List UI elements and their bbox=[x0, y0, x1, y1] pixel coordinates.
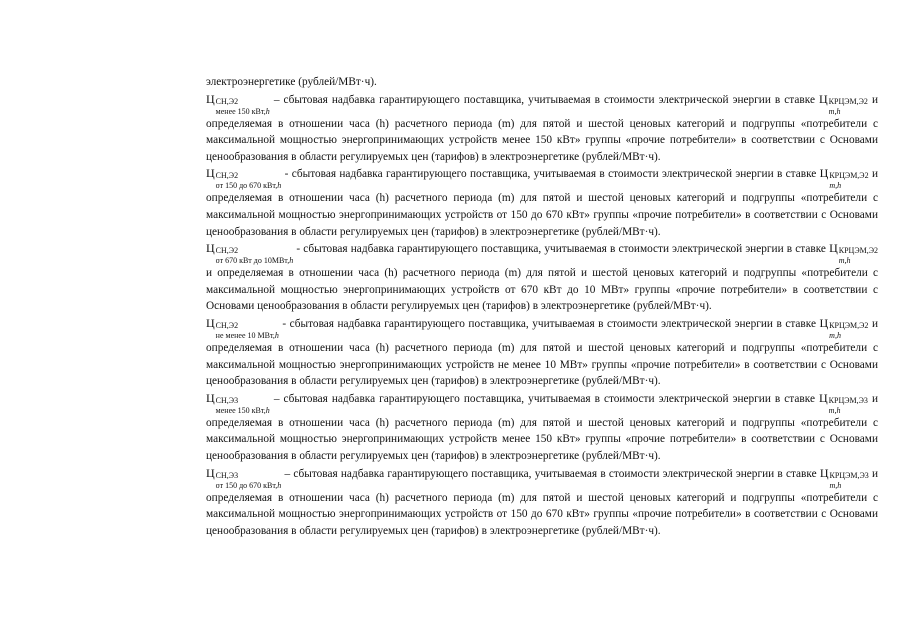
intro-line: электроэнергетике (рублей/МВт·ч). bbox=[206, 76, 377, 88]
stake-symbol bbox=[820, 165, 869, 190]
entry-dash: - bbox=[278, 317, 290, 330]
stake-subscript: m,h bbox=[829, 480, 842, 490]
entry-rest-text: и определяемая в отношении часа (h) расчетного периода (m) для пятой и шестой ценовых категорий и подгруппы «потребители с максимальной мощностью энергопринимающих устройств менее 150 кВт» группы «прочие потребители» в соответствии с Основами ценообразования в области регулируемых цен (тарифов) в электроэнергетике (рублей/МВт·ч). bbox=[206, 392, 879, 462]
stake-indices bbox=[828, 96, 868, 116]
entry-lead-text: сбытовая надбавка гарантирующего поставщика, учитываемая в стоимости электрической энергии в ставке bbox=[303, 243, 830, 256]
stake-superscript: КРЦЭМ,Э2 bbox=[829, 171, 869, 181]
symbol-subscript-text: от 150 до 670 кВт, bbox=[215, 480, 278, 490]
tariff-symbol bbox=[206, 315, 279, 340]
tariff-symbol bbox=[206, 240, 293, 265]
entry-rest-text: и определяемая в отношении часа (h) расчетного периода (m) для пятой и шестой ценовых категорий и подгруппы «потребители с максимальной мощностью энергопринимающих устройств менее 150 кВт» группы «прочие потребители» в соответствии с Основами ценообразования в области регулируемых цен (тарифов) в электроэнергетике (рублей/МВт·ч). bbox=[206, 93, 879, 163]
symbol-superscript: СН,Э2 bbox=[215, 171, 239, 181]
stake-subscript: m,h bbox=[829, 181, 842, 191]
entry-dash: - bbox=[281, 168, 292, 181]
stake-subscript: m,h bbox=[829, 330, 841, 340]
stake-symbol bbox=[829, 240, 878, 265]
symbol-subscript bbox=[216, 407, 270, 415]
symbol-subscript-text: менее 150 кВт, bbox=[215, 405, 266, 415]
stake-symbol-base: Ц bbox=[819, 91, 828, 106]
entry-dash: - bbox=[293, 243, 304, 256]
stake-superscript: КРЦЭМ,Э3 bbox=[828, 395, 868, 405]
symbol-indices bbox=[215, 470, 282, 490]
symbol-subscript-index: h bbox=[277, 480, 282, 490]
symbol-indices bbox=[215, 171, 282, 191]
stake-indices bbox=[829, 470, 869, 490]
stake-symbol-base: Ц bbox=[819, 166, 829, 181]
symbol-superscript: СН,Э2 bbox=[215, 320, 239, 330]
entry-rest-text: и определяемая в отношении часа (h) расчетного периода (m) для пятой и шестой ценовых категорий и подгруппы «потребители с максимальной мощностью энергопринимающих устройств не менее 10 МВт» группы «прочие потребители» в соответствии с Основами ценообразования в области регулируемых цен (тарифов) в электроэнергетике (рублей/МВт·ч). bbox=[206, 317, 878, 388]
stake-indices bbox=[829, 171, 869, 191]
stake-indices bbox=[828, 395, 868, 415]
symbol-indices bbox=[215, 246, 294, 266]
entry-dash: – bbox=[281, 467, 294, 480]
symbol-subscript bbox=[216, 257, 294, 265]
definition-list bbox=[206, 91, 878, 540]
symbol-subscript-index: h bbox=[265, 106, 270, 116]
symbol-subscript bbox=[216, 108, 270, 116]
definition-entry bbox=[206, 91, 878, 166]
entry-lead-text: сбытовая надбавка гарантирующего поставщика, учитываемая в стоимости электрической энергии в ставке bbox=[289, 317, 820, 330]
symbol-base: Ц bbox=[206, 315, 215, 330]
symbol-indices bbox=[215, 395, 270, 415]
symbol-base: Ц bbox=[206, 241, 215, 256]
symbol-subscript-index: h bbox=[289, 256, 294, 266]
document-page bbox=[206, 74, 878, 539]
stake-superscript: КРЦЭМ,Э2 bbox=[828, 96, 868, 106]
entry-lead-text: сбытовая надбавка гарантирующего поставщика, учитываемая в стоимости электрической энергии в ставке bbox=[293, 467, 820, 480]
symbol-subscript-text: не менее 10 МВт, bbox=[215, 330, 275, 340]
definition-entry bbox=[206, 315, 878, 390]
symbol-subscript-index: h bbox=[277, 181, 282, 191]
tariff-symbol bbox=[206, 390, 270, 415]
symbol-subscript-text: менее 150 кВт, bbox=[215, 106, 266, 116]
symbol-superscript: СН,Э2 bbox=[215, 246, 239, 256]
stake-symbol bbox=[820, 465, 869, 490]
symbol-superscript: СН,Э3 bbox=[215, 470, 239, 480]
stake-symbol bbox=[819, 91, 868, 116]
tariff-symbol bbox=[206, 165, 281, 190]
symbol-superscript: СН,Э2 bbox=[215, 96, 239, 106]
stake-superscript: КРЦЭМ,Э3 bbox=[829, 470, 869, 480]
symbol-subscript bbox=[216, 182, 282, 190]
entry-rest-text: и определяемая в отношении часа (h) расчетного периода (m) для пятой и шестой ценовых категорий и подгруппы «потребители с максимальной мощностью энергопринимающих устройств от 150 до 670 кВт» группы «прочие потребители» в соответствии с Основами ценообразования в области регулируемых цен (тарифов) в электроэнергетике (рублей/МВт·ч). bbox=[206, 168, 878, 238]
symbol-subscript-index: h bbox=[274, 330, 279, 340]
stake-symbol-base: Ц bbox=[819, 315, 829, 330]
stake-subscript: m,h bbox=[828, 106, 841, 116]
entry-dash: – bbox=[269, 93, 284, 106]
stake-symbol bbox=[819, 390, 868, 415]
symbol-superscript: СН,Э3 bbox=[215, 395, 239, 405]
definition-entry bbox=[206, 390, 878, 465]
stake-symbol bbox=[820, 315, 869, 340]
stake-superscript: КРЦЭМ,Э2 bbox=[829, 320, 869, 330]
tariff-symbol bbox=[206, 465, 281, 490]
symbol-base: Ц bbox=[206, 390, 215, 405]
symbol-subscript bbox=[216, 332, 279, 340]
symbol-indices bbox=[215, 96, 270, 116]
stake-symbol-base: Ц bbox=[829, 241, 838, 256]
symbol-base: Ц bbox=[206, 465, 215, 480]
symbol-subscript-text: от 150 до 670 кВт, bbox=[215, 181, 278, 191]
stake-subscript: m,h bbox=[828, 405, 841, 415]
entry-rest-text: и определяемая в отношении часа (h) расчетного периода (m) для пятой и шестой ценовых категорий и подгруппы «потребители с максимальной мощностью энергопринимающих устройств от 150 до 670 кВт» группы «прочие потребители» в соответствии с Основами ценообразования в области регулируемых цен (тарифов) в электроэнергетике (рублей/МВт·ч). bbox=[206, 467, 879, 537]
symbol-indices bbox=[215, 320, 279, 340]
symbol-subscript-index: h bbox=[265, 405, 270, 415]
symbol-base: Ц bbox=[206, 91, 215, 106]
stake-symbol-base: Ц bbox=[819, 390, 828, 405]
tariff-symbol bbox=[206, 91, 270, 116]
symbol-subscript-text: от 670 кВт до 10МВт, bbox=[215, 256, 290, 266]
stake-indices bbox=[838, 246, 878, 266]
stake-symbol-base: Ц bbox=[819, 465, 829, 480]
entry-lead-text: сбытовая надбавка гарантирующего поставщика, учитываемая в стоимости электрической энергии в ставке bbox=[291, 168, 820, 181]
definition-entry bbox=[206, 240, 878, 315]
stake-superscript: КРЦЭМ,Э2 bbox=[838, 246, 878, 256]
entry-dash: – bbox=[269, 392, 284, 405]
symbol-subscript bbox=[216, 482, 282, 490]
stake-indices bbox=[829, 320, 869, 340]
stake-subscript: m,h bbox=[838, 256, 851, 266]
entry-rest-text: и определяемая в отношении часа (h) расчетного периода (m) для пятой и шестой ценовых категорий и подгруппы «потребители с максимальной мощностью энергопринимающих устройств от 670 кВт до 10 МВт» группы «прочие потребители» в соответствии с Основами ценообразования в области регулируемых цен (тарифов) в электроэнергетике (рублей/МВт·ч). bbox=[206, 267, 878, 313]
definition-entry bbox=[206, 165, 878, 240]
definition-entry bbox=[206, 465, 878, 540]
entry-lead-text: сбытовая надбавка гарантирующего поставщика, учитываемая в стоимости электрической энергии в ставке bbox=[283, 93, 819, 106]
entry-lead-text: сбытовая надбавка гарантирующего поставщика, учитываемая в стоимости электрической энергии в ставке bbox=[283, 392, 819, 405]
symbol-base: Ц bbox=[206, 166, 215, 181]
